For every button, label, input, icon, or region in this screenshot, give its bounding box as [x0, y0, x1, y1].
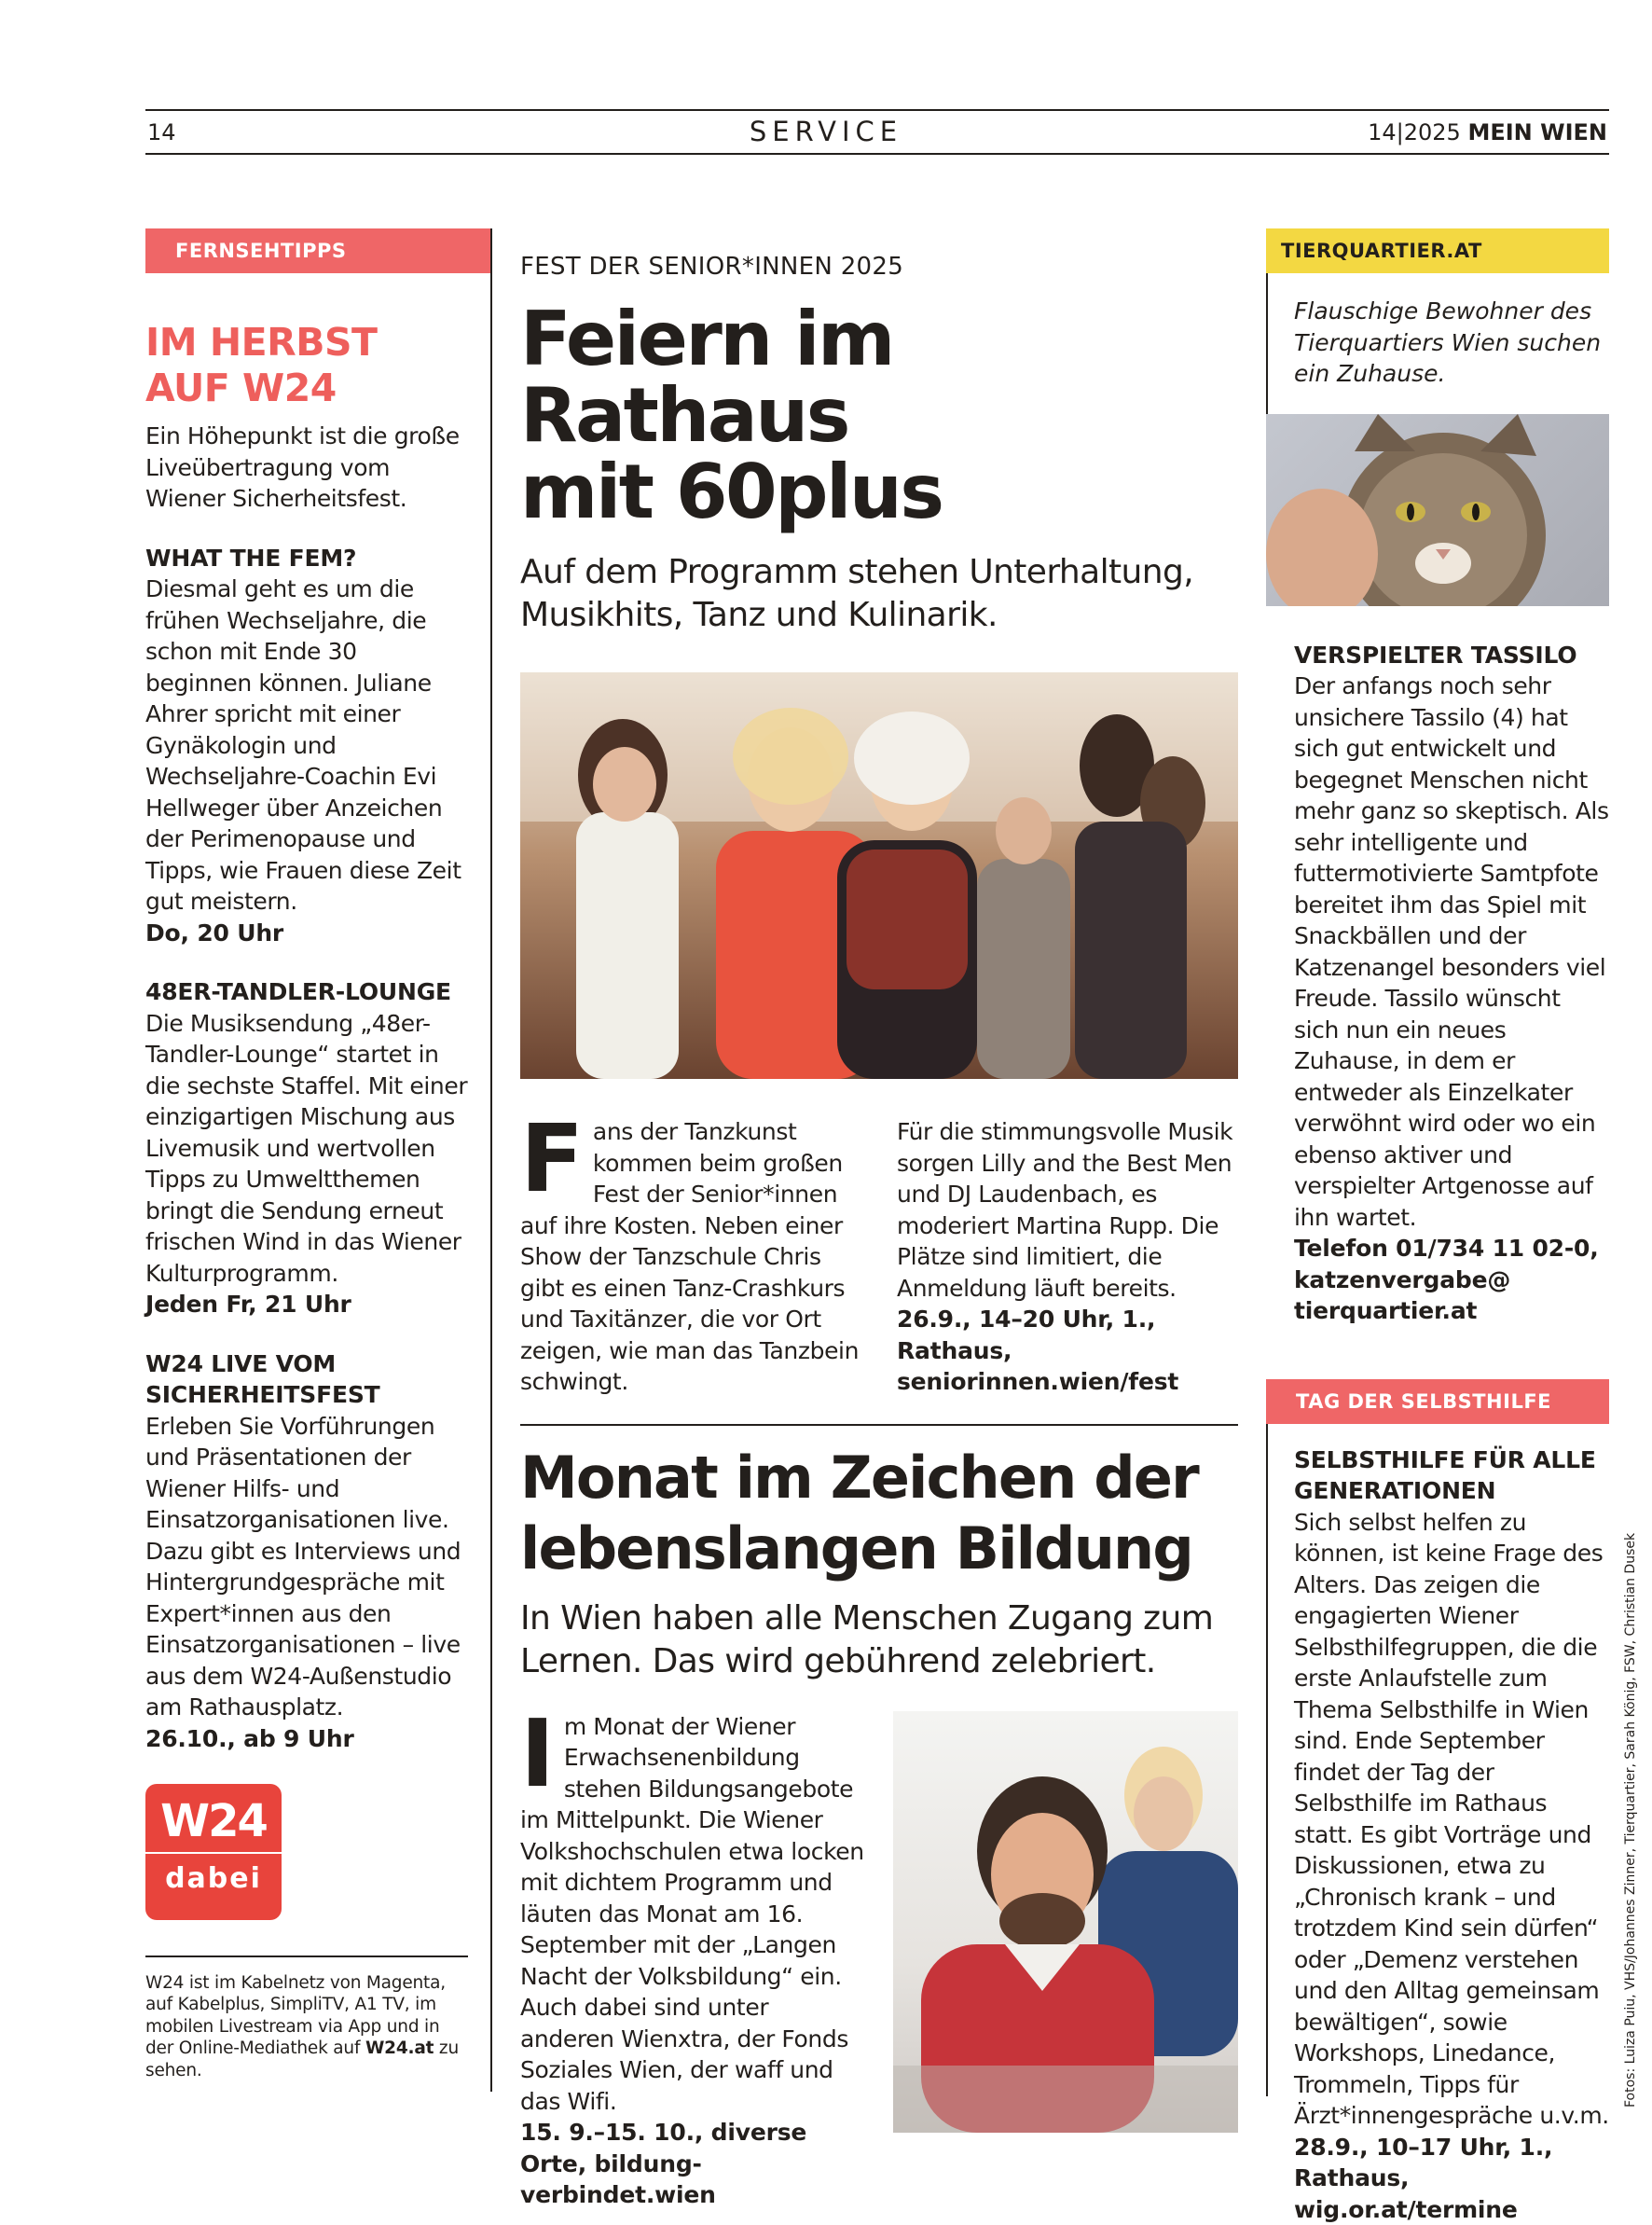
- middle-column: [520, 228, 1238, 2211]
- tag-tierquartier: TIERQUARTIER.AT: [1266, 228, 1609, 273]
- item3-title: W24 LIVE VOM SICHERHEITSFEST: [145, 1348, 468, 1411]
- article2-body: [520, 1711, 1238, 2211]
- item3-time: 26.10., ab 9 Uhr: [145, 1723, 468, 1755]
- left-headline: IM HERBST AUF W24: [145, 320, 490, 411]
- article2-text-col: [520, 1711, 869, 2211]
- article2-title: Monat im Zeichen der lebenslangen Bildung: [520, 1443, 1238, 1584]
- article1-body: [520, 1116, 1238, 1398]
- cat-illustration: [1266, 414, 1609, 606]
- learning-adults-photo: [893, 1711, 1238, 2133]
- article2-text: Im Monat der Wiener Erwachsenenbildung stehen Bildungsangebote im Mittelpunkt. Die Wiener Volkshochschulen etwa locken mit dichtem Programm und läuten das Monat am 16. September mit der „Langen Nacht der Volksbildung“ ein. Auch dabei sind unter anderen Wienxtra, der Fonds Soziales Wien, der waff und das Wifi.: [520, 1711, 869, 2118]
- item2-time: Jeden Fr, 21 Uhr: [145, 1289, 468, 1320]
- left-footer-rule: [145, 1956, 468, 1957]
- item3-text: Erleben Sie Vorführungen und Präsentationen der Wiener Hilfs- und Einsatzorganisationen live. Dazu gibt es Interviews und Hintergrundgespräche mit Expert*innen aus den Einsatzorganisationen – live aus dem W24-Außenstudio am Rathausplatz.: [145, 1411, 468, 1723]
- logo-dabei-text: dabei: [145, 1862, 282, 1895]
- section-title: SERVICE: [0, 116, 1652, 147]
- tassilo-article: [1266, 640, 1609, 1327]
- tag-selbsthilfe: TAG DER SELBSTHILFE: [1266, 1379, 1609, 1424]
- item1-time: Do, 20 Uhr: [145, 918, 468, 949]
- article1-deck: Auf dem Programm stehen Unterhaltung, Musikhits, Tanz und Kulinarik.: [520, 551, 1238, 637]
- issue-number: 14|2025: [1368, 119, 1461, 145]
- logo-w24-text: W24: [145, 1795, 282, 1847]
- logo-divider: [145, 1852, 282, 1854]
- selbsthilfe-info: 28.9., 10–17 Uhr, 1., Rathaus, wig.or.at/termine: [1294, 2132, 1609, 2225]
- brand-name: MEIN WIEN: [1467, 119, 1607, 145]
- w24-link[interactable]: W24.at: [365, 2038, 434, 2058]
- item2-title: 48ER-TANDLER-LOUNGE: [145, 976, 468, 1008]
- header-top-rule: [145, 109, 1609, 111]
- left-footer: W24 ist im Kabelnetz von Magenta, auf Kabelplus, SimpliTV, A1 TV, im mobilen Livestream via App und in der Online-Mediathek auf W24.at zu sehen.: [145, 1972, 468, 2082]
- issue-brand: [1368, 119, 1607, 145]
- item2-text: Die Musiksendung „48er-Tandler-Lounge“ startet in die sechste Staffel. Mit einer einzigartigen Mischung aus Livemusik und wertvollen Tipps zu Umweltthemen bringt die Sendung erneut frischen Wind in das Wiener Kulturprogramm.: [145, 1008, 468, 1290]
- article1-col2: Für die stimmungsvolle Musik sorgen Lilly and the Best Men und DJ Laudenbach, es moderiert Martina Rupp. Die Plätze sind limitiert, die Anmeldung läuft bereits. 26.9., 14–20 Uhr, 1., Rathaus, seniorinnen.wien/fest: [897, 1116, 1238, 1398]
- article1-kicker: FEST DER SENIOR*INNEN 2025: [520, 253, 1238, 281]
- left-column: [145, 228, 490, 2081]
- item1-title: WHAT THE FEM?: [145, 543, 468, 574]
- article2-dropcap: I: [520, 1715, 555, 1793]
- article1-info: 26.9., 14–20 Uhr, 1., Rathaus, seniorinnen.wien/fest: [897, 1304, 1238, 1398]
- article1-title: Feiern im Rathaus mit 60plus: [520, 301, 1238, 531]
- left-intro: Ein Höhepunkt ist die große Liveübertragung vom Wiener Sicherheitsfest.: [145, 421, 468, 515]
- cat-tassilo-photo: [1266, 414, 1609, 606]
- tag-fernsehtipps: FERNSEHTIPPS: [145, 228, 490, 273]
- w24-dabei-logo: [145, 1784, 282, 1920]
- selbsthilfe-article: [1266, 1444, 1609, 2225]
- left-column-rule: [490, 228, 492, 2092]
- header-bottom-rule: [145, 153, 1609, 155]
- dancing-seniors-illustration: [520, 672, 1238, 1079]
- item1-text: Diesmal geht es um die frühen Wechseljahre, die schon mit Ende 30 beginnen können. Juliane Ahrer spricht mit einer Gynäkologin und Wechseljahre-Coachin Evi Hellweger über Anzeichen der Perimenopause und Tipps, wie Frauen diese Zeit gut meistern.: [145, 574, 468, 918]
- tassilo-contact: Telefon 01/734 11 02-0, katzenvergabe@ tierquartier.at: [1294, 1233, 1609, 1327]
- page-number: 14: [147, 119, 176, 145]
- dancing-seniors-photo: [520, 672, 1238, 1079]
- middle-divider: [520, 1424, 1238, 1426]
- learning-adults-illustration: [893, 1711, 1238, 2133]
- article1-dropcap: F: [520, 1120, 584, 1198]
- tassilo-text: Der anfangs noch sehr unsichere Tassilo (4) hat sich gut entwickelt und begegnet Menschen nicht mehr ganz so skeptisch. Als sehr intelligente und futtermotivierte Samtpfote bereitet ihm das Spiel mit Snackbällen und der Katzenangel besonders viel Freude. Tassilo wünscht sich nun ein neues Zuhause, in dem er entweder als Einzelkater verwöhnt wird oder wo ein ebenso aktiver und verspielter Artgenosse auf ihn wartet.: [1294, 670, 1609, 1233]
- selbsthilfe-text: Sich selbst helfen zu können, ist keine Frage des Alters. Das zeigen die engagierten Wiener Selbsthilfegruppen, die die erste Anlaufstelle zum Thema Selbsthilfe in Wien sind. Ende September findet der Tag der Selbsthilfe im Rathaus statt. Es gibt Vorträge und Diskussionen, etwa zu „Chronisch krank – und trotzdem Kind sein dürfen“ oder „Demenz verstehen und den Alltag gemeinsam bewältigen“, sowie Workshops, Linedance, Trommeln, Tipps für Ärzt*innengespräche u.v.m.: [1294, 1507, 1609, 2132]
- article2-deck: In Wien haben alle Menschen Zugang zum Lernen. Das wird gebührend zelebriert.: [520, 1597, 1238, 1683]
- tierquartier-intro: Flauschige Bewohner des Tierquartiers Wien suchen ein Zuhause.: [1266, 296, 1609, 390]
- right-column: [1266, 228, 1609, 2225]
- photo-credit: Fotos: Luiza Puiu, VHS/Johannes Zinner, Tierquartier, Sarah König, FSW, Christian Dusek: [1623, 1533, 1638, 2108]
- article1-col1: Fans der Tanzkunst kommen beim großen Fest der Senior*innen auf ihre Kosten. Neben einer Show der Tanzschule Chris gibt es einen Tanz-Crashkurs und Taxitänzer, die vor Ort zeigen, wie man das Tanzbein schwingt.: [520, 1116, 861, 1398]
- selbsthilfe-title: SELBSTHILFE FÜR ALLE GENERATIONEN: [1294, 1444, 1609, 1507]
- article2-info: 15. 9.–15. 10., diverse Orte, bildung-verbindet.wien: [520, 2117, 869, 2211]
- tassilo-title: VERSPIELTER TASSILO: [1294, 640, 1609, 671]
